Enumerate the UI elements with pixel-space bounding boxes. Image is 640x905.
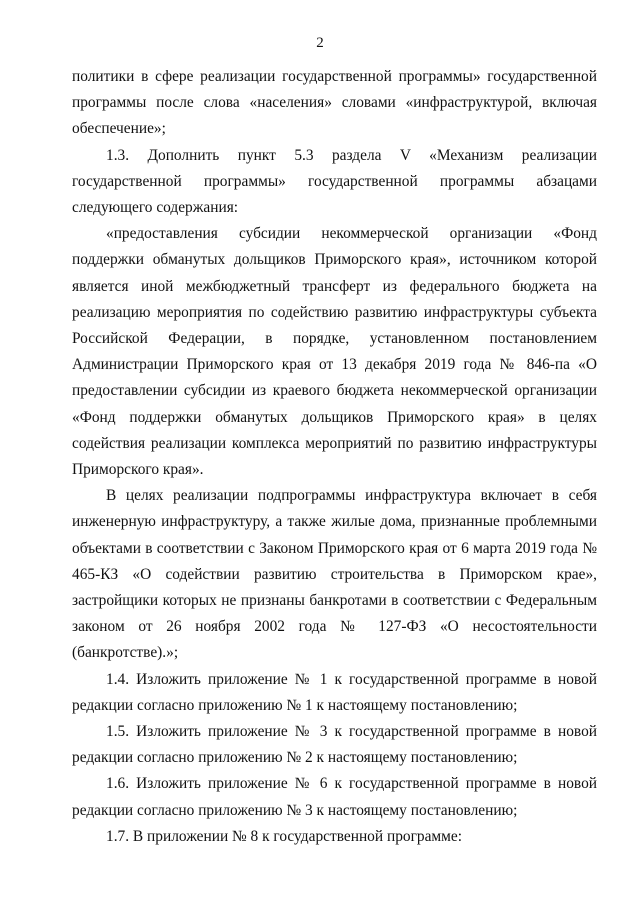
page-number: 2 <box>316 35 324 51</box>
paragraph-quoted-addition: «предоставления субсидии некоммерческой организации «Фонд поддержки обманутых дольщиков Приморского края», источником которой является иной межбюджетный трансферт из федерального бюджета на реализацию мероприятия по содействию развитию инфраструктуры субъекта Российской Федерации, в порядке, установленном постановлением Администрации Приморского края от 13 декабря 2019 года № 846-па «О предоставлении субсидии из краевого бюджета некоммерческой организации «Фонд поддержки обманутых дольщиков Приморского края» в целях содействия реализации комплекса мероприятий по развитию инфраструктуры Приморского края». <box>72 225 597 479</box>
paragraph-item-1-5: 1.5. Изложить приложение № 3 к государственной программе в новой редакции согласно приложению № 2 к настоящему постановлению; <box>72 723 597 767</box>
paragraph-item-1-3: 1.3. Дополнить пункт 5.3 раздела V «Механизм реализации государственной программы» государственной программы абзацами следующего содержания: <box>72 146 597 217</box>
paragraph-item-1-4: 1.4. Изложить приложение № 1 к государственной программе в новой редакции согласно приложению № 1 к настоящему постановлению; <box>72 670 597 714</box>
paragraph-item-1-6: 1.6. Изложить приложение № 6 к государственной программе в новой редакции согласно приложению № 3 к настоящему постановлению; <box>72 775 597 819</box>
paragraph-infrastructure: В целях реализации подпрограммы инфраструктура включает в себя инженерную инфраструктуру, а также жилые дома, признанные проблемными объектами в соответствии с Законом Приморского края от 6 марта 2019 года № 465-КЗ «О содействии развитию строительства в Приморском крае», застройщики которых не признаны банкротами в соответствии с Федеральным законом от 26 ноября 2002 года № 127-ФЗ «О несостоятельности (банкротстве).»; <box>72 487 597 662</box>
document-body <box>72 64 597 850</box>
paragraph-continuation: политики в сфере реализации государственной программы» государственной программы после слова «населения» словами «инфраструктурой, включая обеспечение»; <box>72 68 597 138</box>
paragraph-item-1-7: 1.7. В приложении № 8 к государственной программе: <box>106 827 463 845</box>
